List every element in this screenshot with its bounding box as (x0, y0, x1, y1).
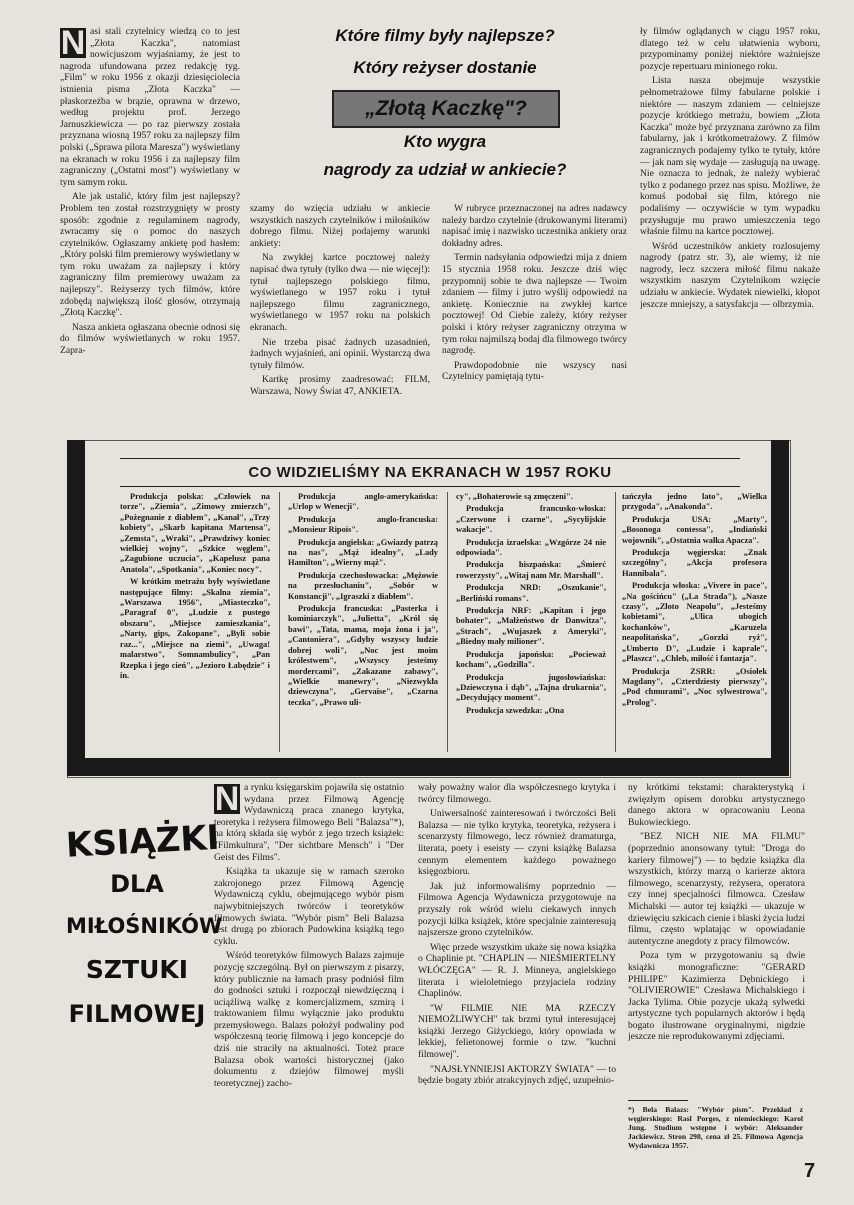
books-section-title (65, 817, 223, 1036)
list-paragraph: Produkcja polska: „Człowiek na torze", „Ziemia", „Zimowy zmierzch", „Pożegnanie z diabłem", „Kanał", „Trzy kobiety", „Skarb kapitana Martensa", „Zemsta", „Wraki", „Prawdziwy koniec wielkiej wojny", „Szkice węglem", „Zagubione uczucia", „Kapelusz pana Anatola", „Spotkania", „Koniec nocy". (120, 492, 270, 574)
paragraph: Poza tym w przygotowaniu są dwie książki monograficzne: "GERARD PHILIPE" Kazimierza Dębnickiego i "OLIVIEROWIE" Czesława Michalskiego i Jacka Tylima. Obie pozycje ukażą sylwetki artystyczne tych popularnych aktorów i będą bogato ilustrowane oryginalnymi, nigdzie jeszcze nie reprodukowanymi zdjęciami. (628, 950, 805, 1043)
list-paragraph: Produkcja izraelska: „Wzgórze 24 nie odpowiada". (456, 537, 606, 558)
title-line: MIŁOŚNIKÓW (66, 914, 223, 938)
paragraph: Jak już informowaliśmy poprzednio — Filmowa Agencja Wydawnicza przygotowuje na przyszły rok wśród wielu ciekawych innych pozycji kilka książek, które specjalnie zainteresują najszersze grono czytelników. (418, 880, 616, 939)
box-rule-under-title (120, 486, 740, 487)
books-column-1 (214, 782, 404, 1152)
list-paragraph: Produkcja szwedzka: „Ona (466, 705, 565, 715)
paragraph: asi stali czytelnicy wiedzą co to jest „Złota Kaczka", natomiast nowicjuszom wyjaśniamy, że jest to nagroda ufundowana przez redakcję tyg. „Film" w roku 1956 z okazji dziesięciolecia istnienia pisma „Złota Kaczka" — płaskorzeźba w brązie, oprawna w drzewo, według projektu prof. Jerzego Jarnuszkiewicza — po raz pierwszy została przyznana wiosną 1957 roku za najlepszy film polski („Sprawa pilota Maresza") wyświetlany na ekranach w roku 1956 i za najlepszy film zagraniczny („Ostatni most") wyświetlany w tym samym roku. (60, 26, 240, 188)
paragraph: Lista nasza obejmuje wszystkie pełnometrażowe filmy fabularne polskie i niektóre — naszym zdaniem — celniejsze pozycje krótkiego metrażu, bowiem „Złota Kaczka" może być przyznana zarówno za film fabularny, jak i krótkometrażowy. Z filmów zagranicznych podajemy tylko te tytuły, które — jak nam się wydaje — zasługują na uwagę. Nie oznacza to jednak, że należy wybierać tylko z podanego przez nas spisu. Możliwe, że komuś podobał się film, którego nie podaliśmy — oczywiście w tym wypadku przysługuje mu prawo umieszczenia tego właśnie filmu na kartce pocztowej. (640, 75, 820, 238)
paragraph: Nasza ankieta ogłaszana obecnie odnosi się do filmów wyświetlanych w roku 1957. Zapra- (60, 321, 240, 357)
film-list-column-1 (120, 492, 270, 752)
box-column-rule (447, 492, 448, 752)
paragraph: Wśród teoretyków filmowych Balazs zajmuje pozycję szczególną. Był on pierwszym z pisarzy, który publicznie na łamach prasy podniósł film do godności sztuki i rozpoczął niewdzięczną i uciążliwą walkę z komercjalizmem, szmirą i traktowaniem filmu wyłącznie jako produktu przemysłowego. Balazs położył podwaliny pod współczesną teorię filmową i jego koncepcje do dziś nie straciły na aktualności. Toteż prace Balazsa obok wartości historycznej (jako dokumentu z dziejów filmowej myśli teoretycznej) zacho- (214, 950, 404, 1089)
footnote: *) Bela Balazs: "Wybór pism". Przekład z węgierskiego: Rasl Porges, z niemieckiego: Karol Jung. Studium wstępne i wybór: Aleksander Jackiewicz. Stron 298, cena zł 25. Filmowa Agencja Wydawnicza 1957. (628, 1105, 803, 1150)
headline-line-3: Kto wygra (403, 132, 487, 151)
box-frame-bottom (67, 758, 789, 776)
list-paragraph: Produkcja hiszpańska: „Śmierć rowerzysty", „Witaj nam Mr. Marshall". (456, 560, 606, 580)
title-line: FILMOWEJ (68, 1000, 206, 1028)
box-column-rule (615, 492, 616, 752)
paragraph: "BEZ NICH NIE MA FILMU" (poprzednio anonsowany tytuł: "Droga do kariery filmowej") — to będzie książka dla wszystkich, którzy marzą o karierze aktora filmowego, scenarzysty, reżysera, operatora czy innej specjalności filmowca. Czesław Michalski — autor tej książki — ukazuje w dziewięciu szkicach cienie i blaski życia ludzi filmu, często wplatając w opowiadanie autentyczne anegdoty z pracy filmowców. (628, 831, 805, 947)
box-rule-top (120, 458, 740, 459)
list-paragraph: tańczyła jedno lato", „Wielka przygoda", „Anakonda". (622, 492, 767, 512)
footnote-rule (628, 1100, 688, 1101)
box-frame-left (67, 440, 85, 776)
paragraph: szamy do wzięcia udziału w ankiecie wszystkich naszych czytelników i miłośników dobrego filmu. Niżej podajemy warunki ankiety: (250, 203, 430, 249)
article-column-2 (250, 203, 430, 436)
books-column-2 (418, 782, 616, 1152)
list-paragraph: Produkcja anglo-amerykańska: „Urlop w Wenecji". (288, 492, 438, 512)
list-paragraph: Produkcja czechosłowacka: „Mężowie na przesłuchaniu", „Sobór w Konstancji", „Igraszki z diabłem". (288, 570, 438, 601)
film-list-column-4 (622, 492, 767, 752)
paragraph: Termin nadsyłania odpowiedzi mija z dniem 15 stycznia 1958 roku. Jeszcze dziś więc przypomnij sobie te dwa najlepsze — Twoim zdaniem — filmy i jutro wyślij odpowiedź na ankietę. Koniecznie na zwykłej kartce pocztowej! Od Ciebie zależy, który reżyser polski i który reżyser zagraniczny otrzyma w tym roku najmilszą bodaj dla filmowego twórcy nagrodę. (442, 252, 627, 357)
list-paragraph: cy", „Bohaterowie są zmęczeni". (456, 492, 573, 501)
list-paragraph: Produkcja NRD: „Oszukanie", „Berliński romans". (456, 583, 606, 603)
box-frame-right (771, 440, 789, 776)
article-column-1 (60, 26, 240, 436)
film-list-column-2 (288, 492, 438, 752)
list-paragraph: Produkcja włoska: „Vivere in pace", „Na gościńcu" („La Strada"), „Nasze czasy", „Złoto Neapolu", „Jesteśmy kobietami", „Ulica ubogich kochanków", „Karuzela neapolitańska", „Gorzki ryż", „Umberto D", „Ludzie i kaprale", „Plaszcz", „Chleb, miłość i fantazja". (622, 581, 767, 664)
paragraph: Książka ta ukazuje się w ramach szeroko zakrojonego przez Filmową Agencję Wydawniczą cyklu, obejmującego wybór pism najwybitniejszych twórców i teoretyków filmowych świata. "Wybór pism" Beli Balazsa jest drugą po zbiorach Pudowkina książką tego cyklu. (214, 866, 404, 947)
paragraph: Więc przede wszystkim ukaże się nowa książka o Chaplinie pt. "CHAPLIN — NIEŚMIERTELNY WŁÓCZĘGA" — R. J. Minneya, angielskiego literata i wieloletniego przyjaciela rodziny Chaplinów. (418, 941, 616, 1000)
list-paragraph: Produkcja USA: „Marty", „Bosonoga contessa", „Indiański wojownik", „Ostatnia walka Apacza". (622, 514, 767, 545)
paragraph: Na zwykłej kartce pocztowej należy napisać dwa tytuły (tylko dwa — nie więcej!): tytuł najlepszego polskiego filmu, wyświetlanego w 1957 roku i tytuł najlepszego filmu zagranicznego, wyświetlanego w 1957 roku na polskich ekranach. (250, 252, 430, 333)
title-line: SZTUKI (85, 955, 189, 984)
list-paragraph: Produkcja węgierska: „Znak szczególny", „Akcja profesora Hannibala". (622, 548, 767, 578)
drop-cap: N (214, 782, 240, 818)
headline-line-2: Który reżyser dostanie (353, 58, 537, 77)
list-paragraph: Produkcja francusko-włoska: „Czerwone i czarne", „Sycylijskie wakacje". (456, 504, 606, 535)
paragraph: "W FILMIE NIE MA RZECZY NIEMOŻLIWYCH" tak brzmi tytuł interesującej książki Jerzego Giżyckiego, który opowiada w lekkiej, felietonowej formie o tzw. "kuchni filmowej". (418, 1002, 616, 1061)
article-column-4 (640, 26, 820, 436)
page-number: 7 (804, 1160, 816, 1182)
books-column-3 (628, 782, 805, 1098)
paragraph: a rynku księgarskim pojawiła się ostatnio wydana przez Filmową Agencję Wydawniczą praca znanego krytyka, teoretyka i reżysera filmowego Beli "Balazsa"*), na którą składa się wybór z jego trzech książek: "Filmkultura", "Der sichtbare Mensch" i "Der Geist des Films". (214, 782, 404, 863)
paragraph: wały poważny walor dla współczesnego krytyka i twórcy filmowego. (418, 782, 616, 805)
list-paragraph: Produkcja anglo-francuska: „Monsieur Ripois". (288, 514, 438, 535)
list-paragraph: W krótkim metrażu były wyświetlane następujące filmy: „Skalna ziemia", „Warszawa 1956", „Miasteczko", „Paragraf 0", „Ludzie z pustego obszaru", „Miejsce zamieszkania", „Narty, gips, Zakopane", „Byli sobie raz...", „Miejsce na ziemi", „Uwaga! malarstwo", Somnambulicy", „Pan Rzepka i jego cień", „Jezioro Łabędzie" i in. (120, 577, 270, 680)
list-paragraph: Produkcja NRF: „Kapitan i jego bohater", „Małżeństwo dr Danwitza", „Strach", „Wujaszek z Ameryki", „Biedny mały milioner". (456, 606, 606, 647)
list-paragraph: Produkcja angielska: „Gwiazdy patrzą na nas", „Mąż idealny", „Lady Hamilton", „Wierny mąż". (288, 537, 438, 568)
list-paragraph: Produkcja jugosłowiańska: „Dziewczyna i dąb", „Tajna drukarnia", „Decydujący moment". (456, 672, 606, 703)
headline-line-1: Które filmy były najlepsze? (335, 26, 555, 45)
paragraph: Kartkę prosimy zaadresować: FILM, Warszawa, Nowy Świat 47, ANKIETA. (250, 374, 430, 397)
headline-boxed: „Złotą Kaczkę"? (332, 90, 560, 128)
title-line: KSIĄŻKI (65, 817, 221, 866)
paragraph: ły filmów oglądanych w ciągu 1957 roku, dlatego też w celu ułatwienia wyboru, przypominamy poniżej niektóre ważniejsze pozycje repertuaru minionego roku. (640, 26, 820, 72)
box-column-rule (279, 492, 280, 752)
list-paragraph: Produkcja japońska: „Pocieważ kocham", „Godzilla". (456, 649, 606, 670)
title-line: DLA (110, 870, 164, 898)
paragraph: Uniwersalność zainteresowań i twórczości Beli Balazsa — nie tylko krytyka, teoretyka, reżysera i scenarzysty filmowego, lecz również dramaturga, literata, poety i eseisty — czyni książkę Balazsa cennym elementem każdego poważnego księgozbioru. (418, 808, 616, 878)
film-list-column-3 (456, 492, 606, 752)
box-title: CO WIDZIELIŚMY NA EKRANACH W 1957 ROKU (248, 464, 612, 481)
paragraph: Wśród uczestników ankiety rozlosujemy nagrody (patrz str. 3), ale wiemy, iż nie nagrody, lecz szczera miłość filmu nakaże wszystkim naszym Czytelnikom wzięcie udziału w ankiecie. Wydatek niewielki, kłopot jeszcze mniejszy, a satysfakcja — olbrzymia. (640, 240, 820, 310)
headline-line-4: nagrody za udział w ankiecie? (323, 160, 567, 179)
list-paragraph: Produkcja francuska: „Pasterka i kominiarczyk", „Julietta", „Król się bawi", „Tata, mama, moja żona i ja", „Cantoniera", „Gdyby wszyscy ludzie dobrej woli", „Noc jest moim królestwem", „Wszyscy jesteśmy mordercami", „Zakazane zabawy", „Wielkie manewry", „Niezwykła dziewczyna", „Gervaise", „Czarna teczka", „Prawo uli- (288, 604, 438, 707)
list-paragraph: Produkcja ZSRR: „Osiołek Magdany", „Czterdziesty pierwszy", „Pod chmurami", „Noc sylwestrowa", „Prolog". (622, 666, 767, 707)
drop-cap: N (60, 26, 86, 62)
paragraph: Prawdopodobnie nie wszyscy nasi Czytelnicy pamiętają tytu- (442, 359, 627, 383)
paragraph: Ale jak ustalić, który film jest najlepszy? Problem ten został rozstrzygnięty w prosty sposób: zgodnie z regulaminem nagrody, zwracamy się o pomoc do naszych czytelników. Ogłaszamy ankietę pod hasłem: „Który polski film premierowy wyświetlany w tym roku uważam za najlepszy i który zagraniczny film premierowy uważam za najlepszy". Reżyserzy tych filmów, które zdobędą największą ilość głosów, otrzymają „Złotą Kaczkę". (60, 191, 240, 319)
paragraph: ny krótkimi tekstami: charakterystyką i zwięzłym opisem dorobku artystycznego danego aktora w opracowaniu Leona Bukowieckiego. (628, 782, 805, 828)
article-column-3 (442, 203, 627, 436)
paragraph: "NAJSŁYNNIEJSI AKTORZY ŚWIATA" — to będzie bogaty zbiór atrakcyjnych zdjęć, uzupełnio- (418, 1063, 616, 1087)
paragraph: W rubryce przeznaczonej na adres nadawcy należy bardzo czytelnie (drukowanymi literami) napisać imię i nazwisko uczestnika ankiety oraz dokładny adres. (442, 203, 627, 249)
paragraph: Nie trzeba pisać żadnych uzasadnień, żadnych wyjaśnień, ani opinii. Wystarczą dwa tytuły filmów. (250, 336, 430, 371)
